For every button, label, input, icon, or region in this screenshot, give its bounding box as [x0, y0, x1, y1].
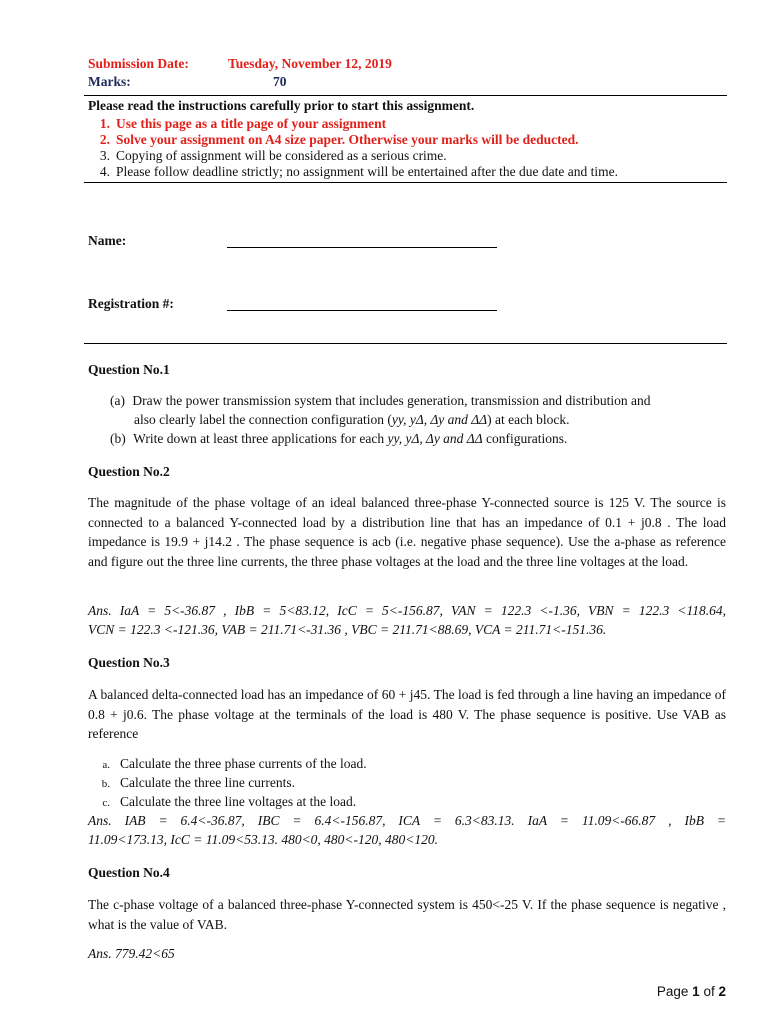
submission-date-value: Tuesday, November 12, 2019 — [228, 56, 392, 71]
instruction-item — [88, 163, 618, 181]
of-word: of — [703, 984, 715, 999]
question-1-part-a — [110, 392, 651, 410]
form-divider — [84, 343, 727, 344]
question-1-part-a-cont — [134, 411, 570, 429]
instructions-intro: Please read the instructions carefully prior to start this assignment. — [88, 98, 475, 113]
page-number — [657, 984, 726, 999]
question-3-answer — [88, 812, 726, 849]
header-divider — [84, 95, 727, 96]
answer-line: Ans. IAB = 6.4<-36.87, IBC = 6.4<-156.87, ICA = 6.3<83.13. IaA = 11.09<-66.87 , IbB = — [88, 813, 726, 828]
instruction-number: 3. — [99, 148, 110, 163]
question-3-title: Question No.3 — [88, 655, 170, 670]
registration-field[interactable] — [227, 295, 497, 311]
name-field[interactable] — [227, 232, 497, 248]
page-word: Page — [656, 984, 689, 999]
item-number: a. — [102, 759, 110, 771]
question-4-answer: Ans. 779.42<65 — [88, 946, 175, 961]
part-a-line1: Draw the power transmission system that includes generation, transmission and distribution and — [132, 393, 651, 408]
item-number: b. — [101, 778, 110, 790]
submission-date-label: Submission Date: — [88, 56, 189, 71]
question-3-item — [88, 774, 295, 793]
question-4-title: Question No.4 — [88, 865, 170, 880]
instruction-number: 1. — [99, 116, 110, 131]
instruction-text: Use this page as a title page of your assignment — [116, 116, 387, 131]
question-2-title: Question No.2 — [88, 464, 170, 479]
question-1-title: Question No.1 — [88, 362, 170, 377]
page-total: 2 — [718, 984, 726, 999]
answer-line: Ans. IaA = 5<-36.87 , IbB = 5<83.12, IcC = 5<-156.87, VAN = 122.3 <-1.36, VBN = 122.3 <118.64, — [88, 603, 726, 618]
instruction-text: Solve your assignment on A4 size paper. Otherwise your marks will be deducted. — [116, 132, 579, 147]
question-2-answer — [88, 602, 726, 639]
question-4-body: The c-phase voltage of a balanced three-phase Y-connected system is 450<-25 V. If the phase sequence is negative , what is the value of VAB. — [88, 897, 726, 932]
item-number: c. — [102, 797, 110, 809]
question-3-item — [88, 793, 356, 812]
registration-label: Registration #: — [88, 296, 174, 311]
part-b-post: configurations. — [482, 431, 568, 446]
config-math: yy, yΔ, Δy and ΔΔ — [387, 431, 483, 446]
item-text: Calculate the three line voltages at the load. — [120, 794, 357, 809]
question-3-item — [88, 755, 367, 774]
part-b-pre: Write down at least three applications for each — [133, 431, 388, 446]
marks-value: 70 — [273, 74, 287, 89]
marks-label: Marks: — [88, 74, 131, 89]
question-3-body: A balanced delta-connected load has an impedance of 60 + j45. The load is fed through a line having an impedance of 0.8 + j0.6. The phase voltage at the terminals of the load is 480 V. The phase sequence is positive. Use VAB as reference — [88, 687, 726, 741]
instruction-text: Please follow deadline strictly; no assignment will be entertained after the due date and time. — [116, 164, 618, 179]
answer-line: 11.09<173.13, IcC = 11.09<53.13. 480<0, 480<-120, 480<120. — [88, 831, 439, 847]
part-a-line2-pre: also clearly label the connection configuration ( — [134, 412, 392, 427]
item-text: Calculate the three line currents. — [120, 775, 296, 790]
page-current: 1 — [692, 984, 700, 999]
instruction-number: 2. — [99, 132, 110, 147]
instruction-text: Copying of assignment will be considered as a serious crime. — [116, 148, 447, 163]
instruction-number: 4. — [99, 164, 110, 179]
part-b-label: (b) — [110, 431, 126, 446]
part-a-label: (a) — [110, 393, 125, 408]
part-a-line2-post: ) at each block. — [487, 412, 570, 427]
config-math: yy, yΔ, Δy and ΔΔ — [391, 412, 488, 427]
question-1-part-b — [110, 430, 567, 448]
answer-line: VCN = 122.3 <-121.36, VAB = 211.71<-31.36 , VBC = 211.71<88.69, VCA = 211.71<-151.36. — [88, 621, 607, 637]
instructions-divider — [84, 182, 727, 183]
question-2-body: The magnitude of the phase voltage of an ideal balanced three-phase Y-connected source is 125 V. The source is connected to a balanced Y-connected load by a distribution line that has an impedance of 0.1 + j0.8 . The load impedance is 19.9 + j14.2 . The phase sequence is acb (i.e. negative phase sequence). Use the a-phase as reference and figure out the three line currents, the three phase voltages at the load and the three line voltages at the load. — [88, 495, 726, 569]
name-label: Name: — [88, 233, 127, 248]
item-text: Calculate the three phase currents of the load. — [120, 756, 367, 771]
